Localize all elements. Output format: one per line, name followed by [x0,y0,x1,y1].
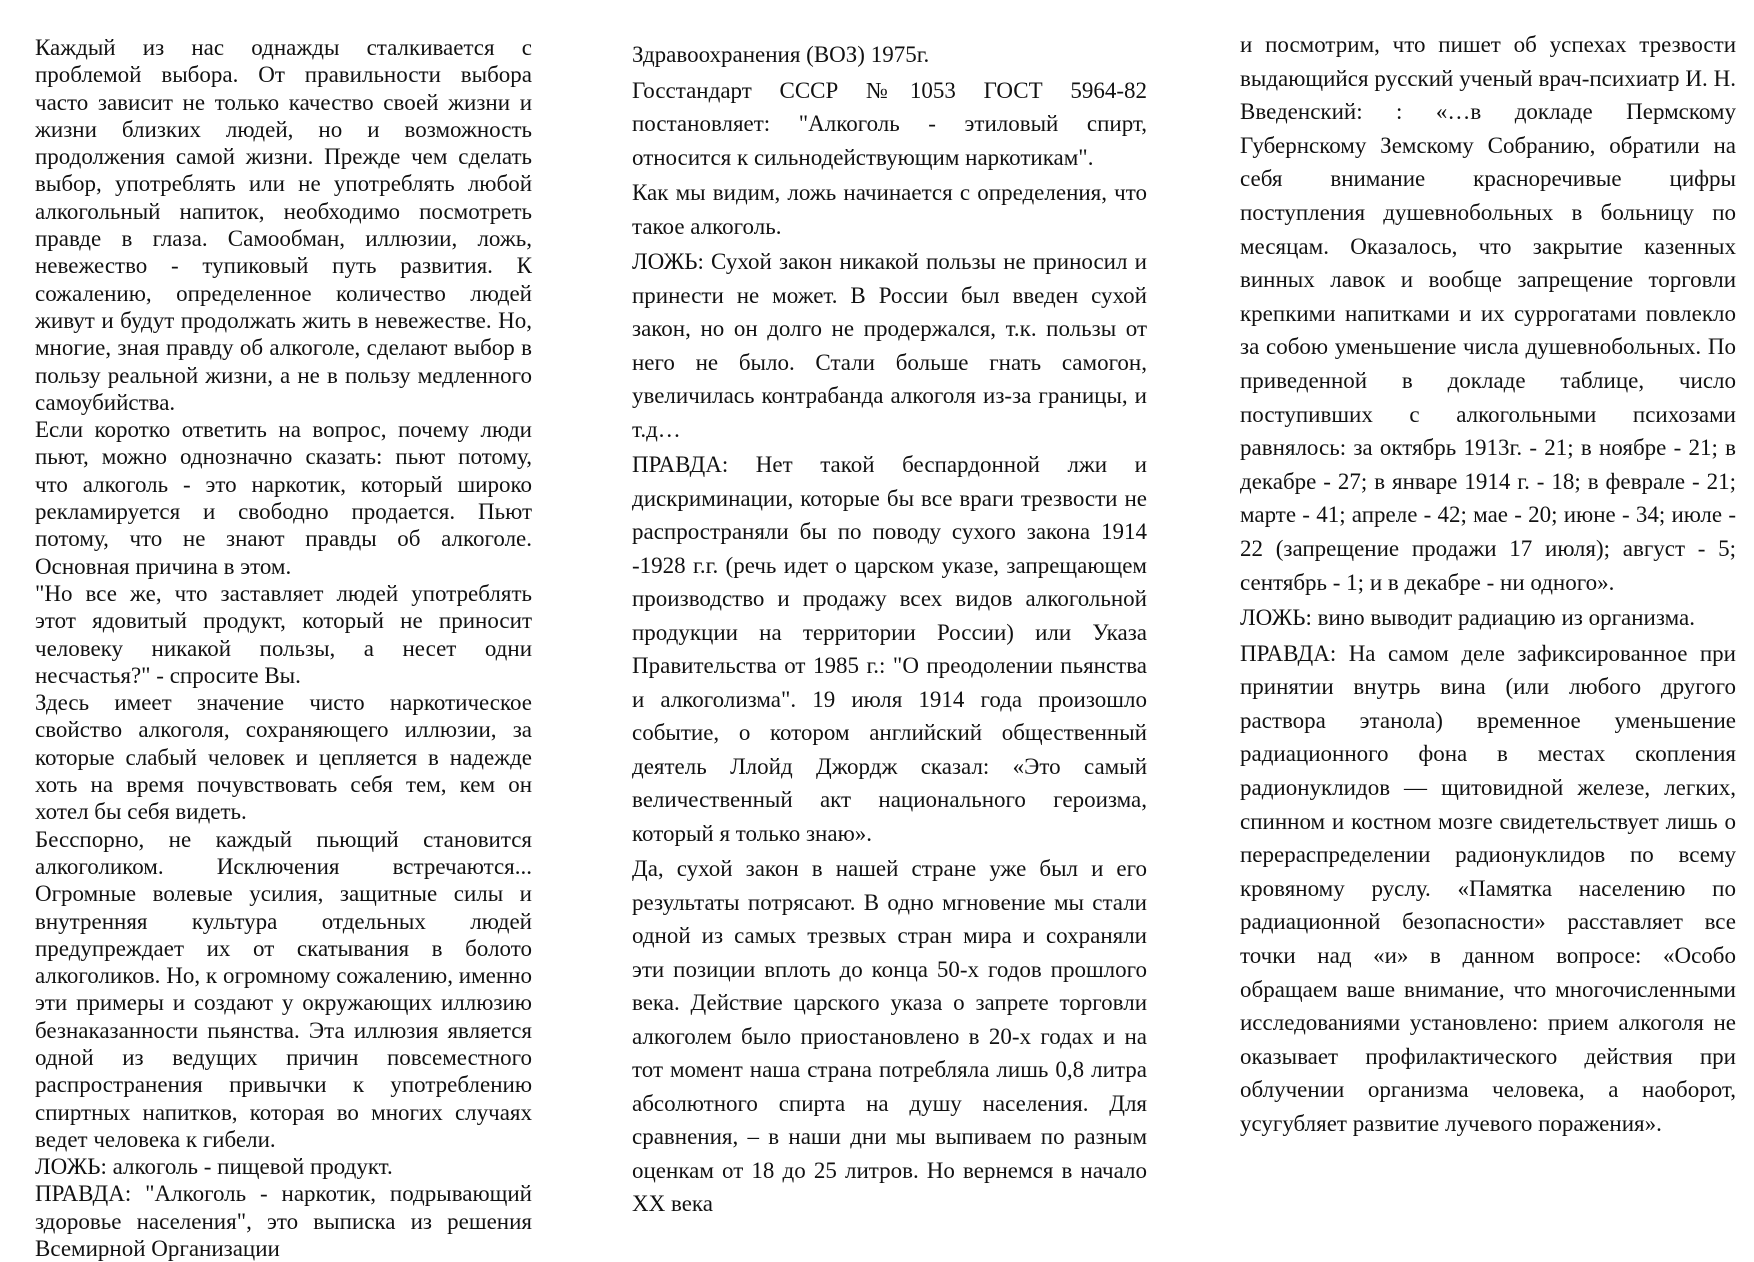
paragraph: ЛОЖЬ: алкоголь - пищевой продукт. [35,1154,393,1180]
paragraph: Как мы видим, ложь начинается с определения, что такое алкоголь. [632,180,1147,239]
paragraph: ЛОЖЬ: вино выводит радиацию из организма. [1240,605,1695,631]
paragraph: Здесь имеет значение чисто наркотическое свойство алкоголя, сохраняющего иллюзии, за которые слабый человек и цепляется в надежде хоть на время почувствовать себя тем, кем он хотел бы себя видеть. [35,690,532,825]
text-column-2 [632,38,1147,1238]
paragraph: Здравоохранения (ВОЗ) 1975г. [632,42,930,67]
paragraph: Если коротко ответить на вопрос, почему люди пьют, можно однозначно сказать: пьют потому, что алкоголь - это наркотик, который широко рекламируется и свободно продается. Пьют потому, что не знают правды об алкоголе. Основная причина в этом. [35,417,532,579]
paragraph: и посмотрим, что пишет об успехах трезвости выдающийся русский ученый врач-психиатр И. Н. Введенский: : «…в докладе Пермскому Губернскому Земскому Собранию, обратили на себя внимание красноречивые цифры поступления душевнобольных в больницу по месяцам. Оказалось, что закрытие казенных винных лавок и вообще запрещение торговли крепкими напитками и их суррогатами повлекло за собою уменьшение числа душевнобольных. По приведенной в докладе таблице, число поступивших с алкогольными психозами равнялось: за октябрь 1913г. - 21; в ноябре - 21; в декабре - 27; в январе 1914 г. - 18; в феврале - 21; марте - 41; апреле - 42; мае - 20; июне - 34; июле - 22 (запрещение продажи 17 июля); август - 5; сентябрь - 1; и в декабре - ни одного». [1240,32,1736,595]
paragraph: Каждый из нас однажды сталкивается с проблемой выбора. От правильности выбора часто зависит не только качество своей жизни и жизни близких людей, но и возможность продолжения самой жизни. Прежде чем сделать выбор, употреблять или не употреблять любой алкогольный напиток, необходимо посмотреть правде в глаза. Самообман, иллюзии, ложь, невежество - тупиковый путь развития. К сожалению, определенное количество людей живут и будут продолжать жить в невежестве. Но, многие, зная правду об алкоголе, сделают выбор в пользу реальной жизни, а не в пользу медленного самоубийства. [35,35,532,415]
paragraph: "Но все же, что заставляет людей употреблять этот ядовитый продукт, который не приносит человеку никакой пользы, а несет одни несчастья?" - спросите Вы. [35,580,532,688]
paragraph: Бесспорно, не каждый пьющий становится алкоголиком. Исключения встречаются... Огромные волевые усилия, защитные силы и внутренняя культура отдельных людей предупреждает их от скатывания в болото алкоголиков. Но, к огромному сожалению, именно эти примеры и создают у окружающих иллюзию безнаказанности пьянства. Эта иллюзия является одной из ведущих причин повсеместного распространения привычки к употреблению спиртных напитков, которая во многих случаях ведет человека к гибели. [35,826,532,1152]
paragraph: ПРАВДА: На самом деле зафиксированное при принятии внутрь вина (или любого другого раствора этанола) временное уменьшение радиационного фона в местах скопления радионуклидов — щитовидной железе, легких, спинном и костном мозге свидетельствует лишь о перераспределении радионуклидов по всему кровяному руслу. «Памятка населению по радиационной безопасности» расставляет все точки над «и» в данном вопросе: «Особо обращаем ваше внимание, что многочисленными исследованиями установлено: прием алкоголя не оказывает профилактического действия при облучении организма человека, а наоборот, усугубляет развитие лучевого поражения». [1240,640,1736,1136]
paragraph: ПРАВДА: Нет такой беспардонной лжи и дискриминации, которые бы все враги трезвости не распространяли бы по поводу сухого закона 1914 -1928 г.г. (речь идет о царском указе, запрещающем производство и продажу всех видов алкогольной продукции на территории России) или Указа Правительства от 1985 г.: "О преодолении пьянства и алкоголизма". 19 июля 1914 года произошло событие, о котором английский общественный деятель Ллойд Джордж сказал: «Это самый величественный акт национального героизма, который я только знаю». [632,452,1147,846]
paragraph: Да, сухой закон в нашей стране уже был и его результаты потрясают. В одно мгновение мы стали одной из самых трезвых стран мира и сохраняли эти позиции вплоть до конца 50-х годов прошлого века. Действие царского указа о запрете торговли алкоголем было приостановлено в 20-х годах и на тот момент наша страна потребляла лишь 0,8 литра абсолютного спирта на душу населения. Для сравнения, – в наши дни мы выпиваем по разным оценкам от 18 до 25 литров. Но вернемся в начало XX века [632,856,1147,1216]
paragraph: ЛОЖЬ: Сухой закон никакой пользы не приносил и принести не может. В России был введен сухой закон, но он долго не продержался, т.к. пользы от него не было. Стали больше гнать самогон, увеличилась контрабанда алкоголя из-за границы, и т.д… [632,249,1147,442]
text-column-1 [35,34,532,1262]
text-column-3 [1240,28,1736,1228]
paragraph: ПРАВДА: "Алкоголь - наркотик, подрывающий здоровье населения", это выписка из решения Всемирной Организации [35,1181,532,1262]
paragraph: Госстандарт СССР №1053 ГОСТ 5964-82 постановляет: "Алкоголь - этиловый спирт, относится к сильнодействующим наркотикам". [632,77,1147,170]
